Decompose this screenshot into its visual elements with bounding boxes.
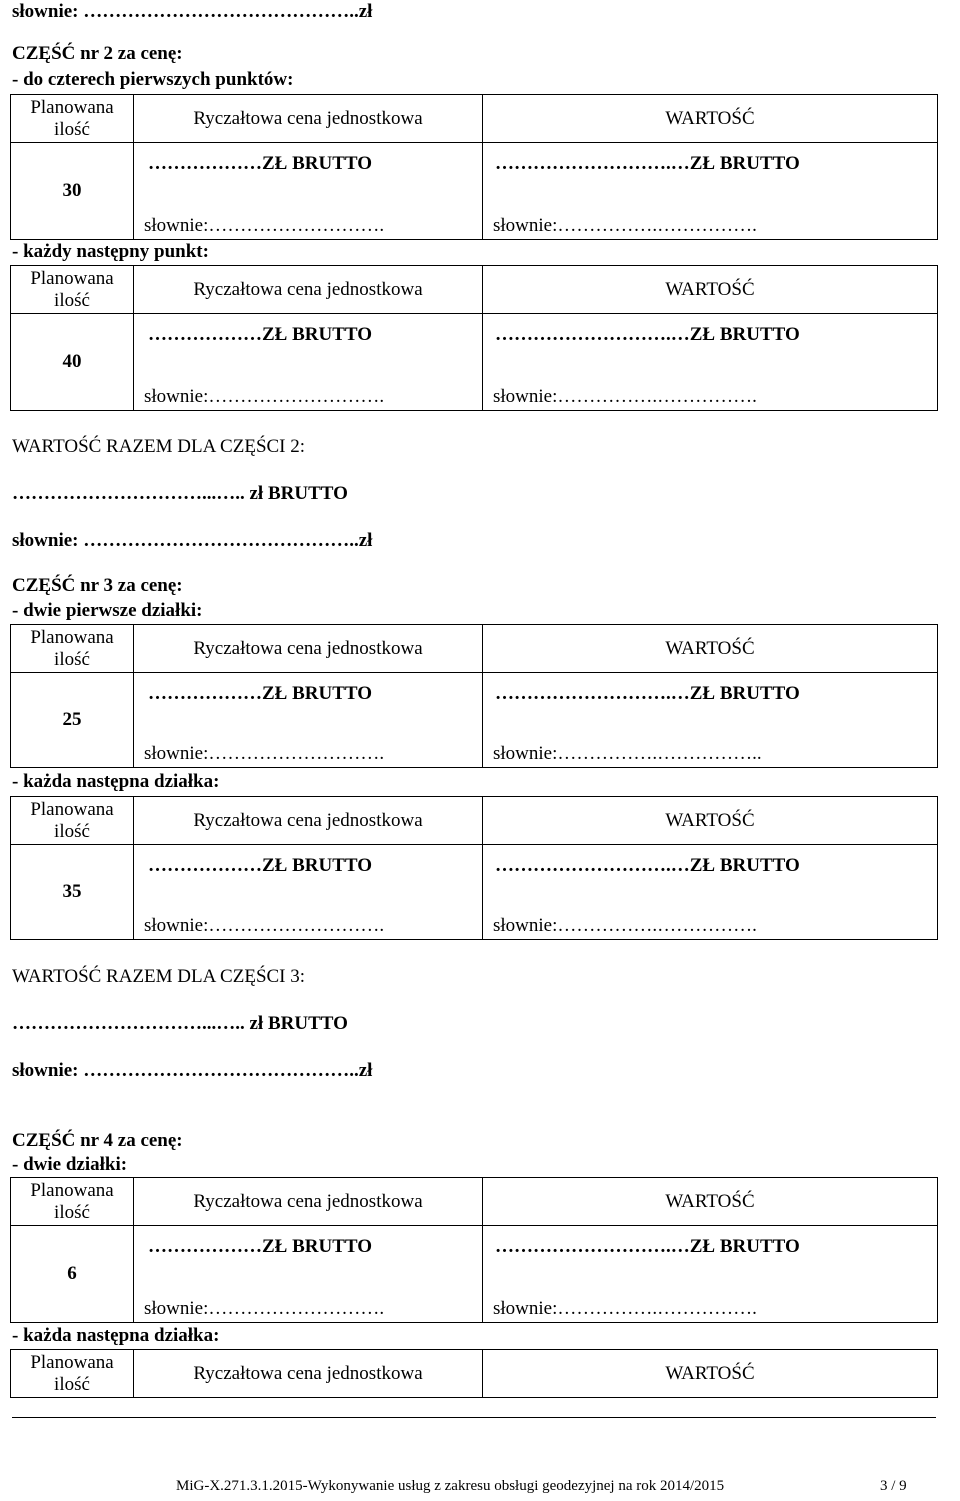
value-field[interactable]: ……………………….…ZŁ BRUTTO bbox=[495, 153, 800, 174]
unit-price-header: Ryczałtowa cena jednostkowa bbox=[134, 95, 483, 143]
page-number: 3 / 9 bbox=[880, 1478, 907, 1494]
part4-table-first bbox=[10, 1177, 938, 1323]
previous-part-words: słownie: ……………………………………..zł bbox=[12, 1, 373, 22]
part4-subheading-next: - każda następna działka: bbox=[12, 1325, 220, 1346]
unit-price-header: Ryczałtowa cena jednostkowa bbox=[134, 625, 483, 673]
part2-total-words[interactable]: słownie: ……………………………………..zł bbox=[12, 530, 373, 551]
quantity-cell: 40 bbox=[11, 314, 134, 411]
unit-price-field[interactable]: ………………ZŁ BRUTTO bbox=[148, 1236, 372, 1257]
quantity-cell: 30 bbox=[11, 143, 134, 240]
unit-price-words-field[interactable]: słownie:………………………. bbox=[144, 1298, 385, 1319]
part3-total-value[interactable]: …………………………...….. zł BRUTTO bbox=[12, 1013, 348, 1034]
quantity-cell: 6 bbox=[11, 1226, 134, 1323]
unit-price-words-field[interactable]: słownie:………………………. bbox=[144, 215, 385, 236]
qty-header: Planowana ilość bbox=[11, 95, 134, 143]
value-header: WARTOŚĆ bbox=[483, 1178, 938, 1226]
unit-price-words-field[interactable]: słownie:………………………. bbox=[144, 915, 385, 936]
value-header: WARTOŚĆ bbox=[483, 95, 938, 143]
part4-subheading-first: - dwie działki: bbox=[12, 1154, 128, 1175]
value-field[interactable]: ……………………….…ZŁ BRUTTO bbox=[495, 1236, 800, 1257]
footer-reference: MiG-X.271.3.1.2015-Wykonywanie usług z zakresu obsługi geodezyjnej na rok 2014/2015 bbox=[176, 1478, 725, 1494]
part4-table-next bbox=[10, 1349, 938, 1398]
value-field[interactable]: ……………………….…ZŁ BRUTTO bbox=[495, 324, 800, 345]
part2-subheading-next: - każdy następny punkt: bbox=[12, 241, 209, 262]
unit-price-words-field[interactable]: słownie:………………………. bbox=[144, 743, 385, 764]
unit-price-header: Ryczałtowa cena jednostkowa bbox=[134, 797, 483, 845]
value-words-field[interactable]: słownie:…………….…………….. bbox=[493, 743, 762, 764]
footer-divider bbox=[12, 1417, 936, 1418]
value-header: WARTOŚĆ bbox=[483, 625, 938, 673]
value-words-field[interactable]: słownie:…………….……………. bbox=[493, 1298, 757, 1319]
part3-subheading-first: - dwie pierwsze działki: bbox=[12, 600, 203, 621]
part2-subheading-first: - do czterech pierwszych punktów: bbox=[12, 69, 294, 90]
qty-header: Planowana ilość bbox=[11, 1178, 134, 1226]
unit-price-field[interactable]: ………………ZŁ BRUTTO bbox=[148, 683, 372, 704]
unit-price-field[interactable]: ………………ZŁ BRUTTO bbox=[148, 855, 372, 876]
value-header: WARTOŚĆ bbox=[483, 1350, 938, 1398]
unit-price-header: Ryczałtowa cena jednostkowa bbox=[134, 1350, 483, 1398]
value-header: WARTOŚĆ bbox=[483, 266, 938, 314]
value-header: WARTOŚĆ bbox=[483, 797, 938, 845]
value-field[interactable]: ……………………….…ZŁ BRUTTO bbox=[495, 855, 800, 876]
part3-table-next bbox=[10, 796, 938, 940]
part3-total-label: WARTOŚĆ RAZEM DLA CZĘŚCI 3: bbox=[12, 966, 306, 987]
unit-price-field[interactable]: ………………ZŁ BRUTTO bbox=[148, 153, 372, 174]
part2-total-value[interactable]: …………………………...….. zł BRUTTO bbox=[12, 483, 348, 504]
value-field[interactable]: ……………………….…ZŁ BRUTTO bbox=[495, 683, 800, 704]
part2-table-next bbox=[10, 265, 938, 411]
quantity-cell: 25 bbox=[11, 673, 134, 768]
qty-header: Planowana ilość bbox=[11, 266, 134, 314]
part2-total-label: WARTOŚĆ RAZEM DLA CZĘŚCI 2: bbox=[12, 436, 306, 457]
quantity-cell: 35 bbox=[11, 845, 134, 940]
unit-price-header: Ryczałtowa cena jednostkowa bbox=[134, 266, 483, 314]
part4-title: CZĘŚĆ nr 4 za cenę: bbox=[12, 1130, 183, 1151]
part3-total-words[interactable]: słownie: ……………………………………..zł bbox=[12, 1060, 373, 1081]
part3-subheading-next: - każda następna działka: bbox=[12, 771, 220, 792]
qty-header: Planowana ilość bbox=[11, 797, 134, 845]
unit-price-header: Ryczałtowa cena jednostkowa bbox=[134, 1178, 483, 1226]
qty-header: Planowana ilość bbox=[11, 1350, 134, 1398]
unit-price-words-field[interactable]: słownie:………………………. bbox=[144, 386, 385, 407]
qty-header: Planowana ilość bbox=[11, 625, 134, 673]
part2-title: CZĘŚĆ nr 2 za cenę: bbox=[12, 43, 183, 64]
part3-table-first bbox=[10, 624, 938, 768]
part3-title: CZĘŚĆ nr 3 za cenę: bbox=[12, 575, 183, 596]
value-words-field[interactable]: słownie:…………….……………. bbox=[493, 915, 757, 936]
value-words-field[interactable]: słownie:…………….……………. bbox=[493, 386, 757, 407]
unit-price-field[interactable]: ………………ZŁ BRUTTO bbox=[148, 324, 372, 345]
part2-table-first bbox=[10, 94, 938, 240]
value-words-field[interactable]: słownie:…………….……………. bbox=[493, 215, 757, 236]
